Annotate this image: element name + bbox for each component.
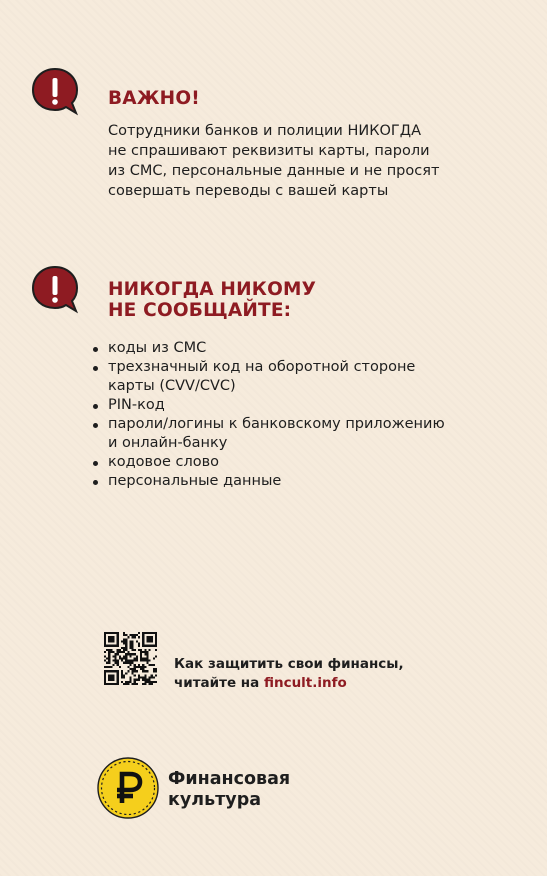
list-item	[93, 358, 445, 396]
fincult-link[interactable]: fincult.info	[263, 675, 347, 691]
list-item-text: кодовое слово	[108, 454, 220, 470]
important-line: не спрашивают реквизиты карты, пароли	[108, 143, 430, 159]
ruble-coin-logo	[97, 757, 159, 819]
qr-code[interactable]	[104, 632, 157, 685]
list-item-text: трехзначный код на оборотной стороне	[108, 359, 416, 375]
exclamation-bubble-icon	[30, 264, 80, 314]
list-item-text: коды из СМС	[108, 340, 207, 356]
important-line: из СМС, персональные данные и не просят	[108, 163, 440, 179]
list-item	[93, 453, 445, 472]
never-share-heading-line: НИКОГДА НИКОМУ	[108, 279, 317, 300]
never-share-heading	[108, 279, 316, 321]
list-item-text: карты (CVV/CVC)	[108, 378, 236, 394]
list-item-text: персональные данные	[108, 473, 282, 489]
list-item	[93, 339, 445, 358]
never-share-list	[93, 339, 445, 491]
list-item	[93, 472, 445, 491]
brand-line: Финансовая	[168, 769, 291, 789]
list-item	[93, 396, 445, 415]
exclamation-bubble-icon	[30, 66, 80, 116]
important-line: Сотрудники банков и полиции НИКОГДА	[108, 123, 421, 139]
list-item-text: PIN-код	[108, 397, 165, 413]
list-item	[93, 415, 445, 453]
important-heading: ВАЖНО!	[108, 88, 200, 109]
qr-caption	[174, 655, 404, 693]
never-share-heading-line: НЕ СООБЩАЙТЕ:	[108, 300, 292, 321]
brand-line: культура	[168, 790, 262, 810]
qr-caption-line	[174, 674, 404, 693]
important-text	[108, 121, 439, 201]
list-item-text: и онлайн-банку	[108, 435, 228, 451]
list-item-text: пароли/логины к банковскому приложению	[108, 416, 445, 432]
important-line: совершать переводы с вашей карты	[108, 183, 389, 199]
qr-caption-prefix: читайте на	[174, 675, 264, 691]
qr-caption-line: Как защитить свои финансы,	[174, 656, 404, 672]
brand-name	[168, 769, 290, 811]
